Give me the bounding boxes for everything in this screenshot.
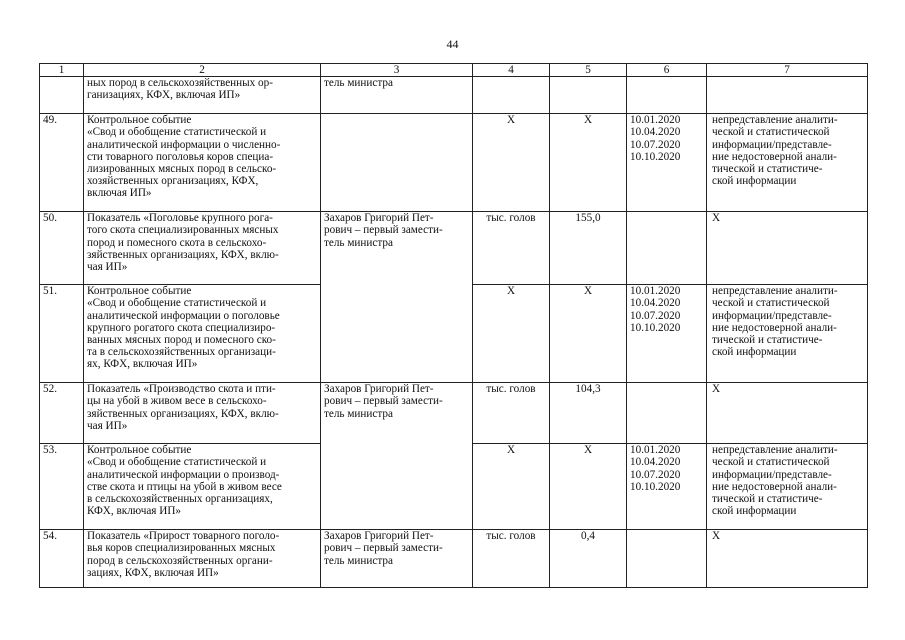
name-cell: Контрольное событие «Свод и обобщение статистической и аналитической информации о численно- сти товарного поголовья коров специа- лизированных мясных пород в сельско- хозяйственных организациях, КФХ, включая ИП» — [84, 114, 321, 212]
name-cell: Контрольное событие «Свод и обобщение статистической и аналитической информации о поголовье крупного рогатого скота специализиро- ванных мясных пород и помесного ско- та в сельскохозяйственных организаци- ях, КФХ, включая ИП» — [84, 285, 321, 383]
column-number: 2 — [84, 64, 321, 77]
column-number: 7 — [707, 64, 868, 77]
note-cell: непредставление аналити- ческой и статистической информации/представле- ние недостоверной анали- тической и статистиче- ской информации — [707, 444, 868, 530]
note-cell: Х — [707, 383, 868, 444]
row-number-cell: 49. — [40, 114, 84, 212]
dates-cell: 10.01.2020 10.04.2020 10.07.2020 10.10.2020 — [627, 114, 707, 212]
column-number: 3 — [321, 64, 473, 77]
dates-cell — [627, 383, 707, 444]
name-cell: ных пород в сельскохозяйственных ор- ганизациях, КФХ, включая ИП» — [84, 77, 321, 114]
unit-cell — [473, 77, 550, 114]
name-cell: Контрольное событие «Свод и обобщение статистической и аналитической информации о производ- стве скота и птицы на убой в живом весе в сельскохозяйственных организациях, КФХ, включая ИП» — [84, 444, 321, 530]
unit-cell: тыс. голов — [473, 212, 550, 285]
unit-cell: тыс. голов — [473, 383, 550, 444]
column-number: 4 — [473, 64, 550, 77]
value-cell: Х — [550, 444, 627, 530]
note-cell: Х — [707, 530, 868, 588]
note-cell — [707, 77, 868, 114]
dates-cell: 10.01.2020 10.04.2020 10.07.2020 10.10.2020 — [627, 285, 707, 383]
responsible-cell: Захаров Григорий Пет- рович – первый замести- тель министра — [321, 530, 473, 588]
row-number-cell: 54. — [40, 530, 84, 588]
row-number-cell: 53. — [40, 444, 84, 530]
continuation-row — [40, 77, 868, 114]
document-table — [39, 63, 868, 588]
table-row — [40, 114, 868, 212]
note-cell: Х — [707, 212, 868, 285]
unit-cell: тыс. голов — [473, 530, 550, 588]
value-cell: 155,0 — [550, 212, 627, 285]
value-cell: 0,4 — [550, 530, 627, 588]
column-number: 6 — [627, 64, 707, 77]
unit-cell: Х — [473, 285, 550, 383]
table-row — [40, 212, 868, 285]
value-cell — [550, 77, 627, 114]
name-cell: Показатель «Прирост товарного поголо- вья коров специализированных мясных пород в сельскохозяйственных органи- зациях, КФХ, включая ИП» — [84, 530, 321, 588]
column-number: 5 — [550, 64, 627, 77]
dates-cell: 10.01.2020 10.04.2020 10.07.2020 10.10.2020 — [627, 444, 707, 530]
table-row — [40, 530, 868, 588]
responsible-cell: Захаров Григорий Пет- рович – первый замести- тель министра — [321, 212, 473, 383]
row-number-cell: 50. — [40, 212, 84, 285]
unit-cell: Х — [473, 114, 550, 212]
responsible-cell: тель министра — [321, 77, 473, 114]
name-cell: Показатель «Поголовье крупного рога- того скота специализированных мясных пород и помесного скота в сельскохо- зяйственных организациях, КФХ, вклю- чая ИП» — [84, 212, 321, 285]
row-number-cell: 51. — [40, 285, 84, 383]
table-row — [40, 383, 868, 444]
note-cell: непредставление аналити- ческой и статистической информации/представле- ние недостоверной анали- тической и статистиче- ской информации — [707, 114, 868, 212]
unit-cell: Х — [473, 444, 550, 530]
responsible-cell: Захаров Григорий Пет- рович – первый замести- тель министра — [321, 383, 473, 530]
value-cell: Х — [550, 114, 627, 212]
value-cell: 104,3 — [550, 383, 627, 444]
column-number-row — [40, 64, 868, 77]
dates-cell — [627, 77, 707, 114]
column-number: 1 — [40, 64, 84, 77]
page-number: 44 — [446, 37, 459, 51]
note-cell: непредставление аналити- ческой и статистической информации/представле- ние недостоверной анали- тической и статистиче- ской информации — [707, 285, 868, 383]
row-number-cell: 52. — [40, 383, 84, 444]
row-number-cell — [40, 77, 84, 114]
name-cell: Показатель «Производство скота и пти- цы на убой в живом весе в сельскохо- зяйственных организациях, КФХ, вклю- чая ИП» — [84, 383, 321, 444]
dates-cell — [627, 530, 707, 588]
value-cell: Х — [550, 285, 627, 383]
responsible-cell — [321, 114, 473, 212]
dates-cell — [627, 212, 707, 285]
